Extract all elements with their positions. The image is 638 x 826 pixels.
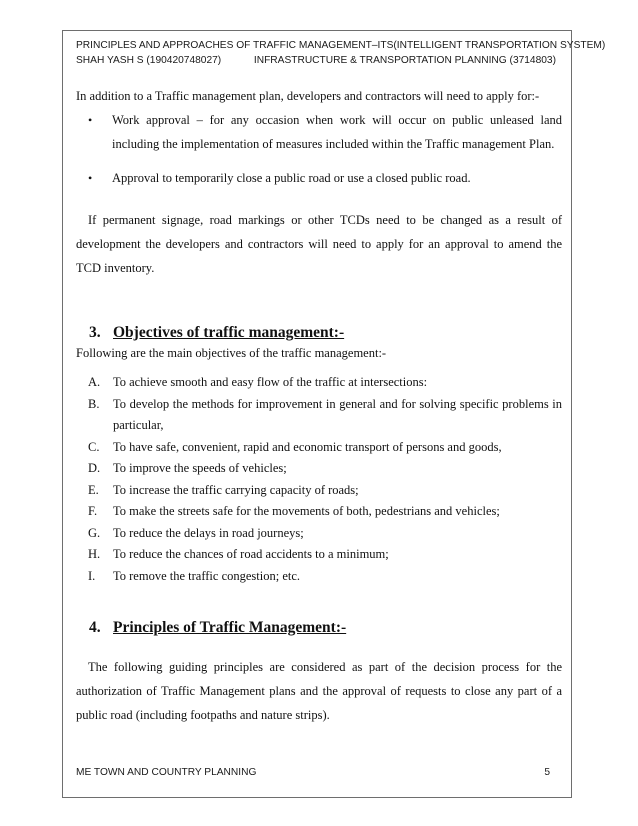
section-title: Objectives of traffic management:- <box>113 324 345 341</box>
list-item <box>76 372 562 394</box>
list-item-label: B. <box>88 396 100 411</box>
list-item-text: To reduce the delays in road journeys; <box>113 525 304 540</box>
bullet-text: Work approval – for any occasion when work will occur on public unleased land including the implementation of measures included within the Traffic management Plan. <box>112 113 562 151</box>
list-item-label: I. <box>88 568 96 583</box>
header-subline <box>76 53 562 68</box>
list-item-text: To make the streets safe for the movements of both, pedestrians and vehicles; <box>113 504 500 518</box>
section-4-heading <box>76 617 562 639</box>
list-item <box>76 523 562 545</box>
list-item-label: C. <box>88 439 100 454</box>
list-item <box>76 566 562 588</box>
section-number: 3. <box>89 324 101 341</box>
list-item-text: To have safe, convenient, rapid and economic transport of persons and goods, <box>113 439 502 454</box>
bullet-icon: • <box>88 171 93 185</box>
header-course: INFRASTRUCTURE & TRANSPORTATION PLANNING (3714803) <box>253 55 556 66</box>
list-item-text: To increase the traffic carrying capacity of roads; <box>113 482 359 497</box>
page-content <box>76 84 562 727</box>
page-footer <box>76 767 562 778</box>
list-item-text: To achieve smooth and easy flow of the traffic at intersections: <box>113 375 428 389</box>
list-item-text: To develop the methods for improvement in general and for solving specific problems in particular, <box>113 396 562 432</box>
list-item <box>76 480 562 502</box>
list-item-label: H. <box>88 547 101 561</box>
bullet-text: Approval to temporarily close a public road or use a closed public road. <box>112 171 471 185</box>
bullet-item <box>76 166 562 190</box>
footer-program: ME TOWN AND COUNTRY PLANNING <box>76 767 257 778</box>
list-item-text: To remove the traffic congestion; etc. <box>113 568 301 583</box>
signage-paragraph: If permanent signage, road markings or other TCDs need to be changed as a result of development the developers and contractors will need to apply for an approval to amend the TCD inventory. <box>76 213 562 275</box>
intro-text: In addition to a Traffic management plan, developers and contractors will need to apply for:- <box>76 89 540 103</box>
header-title: PRINCIPLES AND APPROACHES OF TRAFFIC MANAGEMENT–ITS(INTELLIGENT TRANSPORTATION SYSTEM) <box>76 40 606 51</box>
bullet-item <box>76 108 562 156</box>
principles-paragraph: The following guiding principles are considered as part of the decision process for the authorization of Traffic Management plans and the approval of requests to close any part of a public road (including footpaths and nature strips). <box>76 660 562 722</box>
section-3-heading <box>76 322 562 344</box>
header-author: SHAH YASH S (190420748027) <box>76 55 222 66</box>
list-item-text: To reduce the chances of road accidents to a minimum; <box>113 547 389 561</box>
list-item-label: F. <box>88 504 98 518</box>
section-title: Principles of Traffic Management:- <box>113 619 347 636</box>
list-item <box>76 501 562 523</box>
list-item-label: E. <box>88 482 99 497</box>
section-3-intro: Following are the main objectives of the traffic management:- <box>76 346 387 360</box>
list-item-label: G. <box>88 525 101 540</box>
list-item-label: A. <box>88 375 101 389</box>
section-number: 4. <box>89 619 101 636</box>
list-item <box>76 458 562 480</box>
list-item <box>76 544 562 566</box>
list-item <box>76 394 562 437</box>
objectives-list <box>76 372 562 587</box>
bullet-icon: • <box>88 113 93 127</box>
application-bullet-list <box>76 108 562 190</box>
list-item <box>76 437 562 459</box>
page-header <box>76 38 606 68</box>
list-item-text: To improve the speeds of vehicles; <box>113 461 287 475</box>
page-number: 5 <box>544 767 550 778</box>
list-item-label: D. <box>88 461 101 475</box>
